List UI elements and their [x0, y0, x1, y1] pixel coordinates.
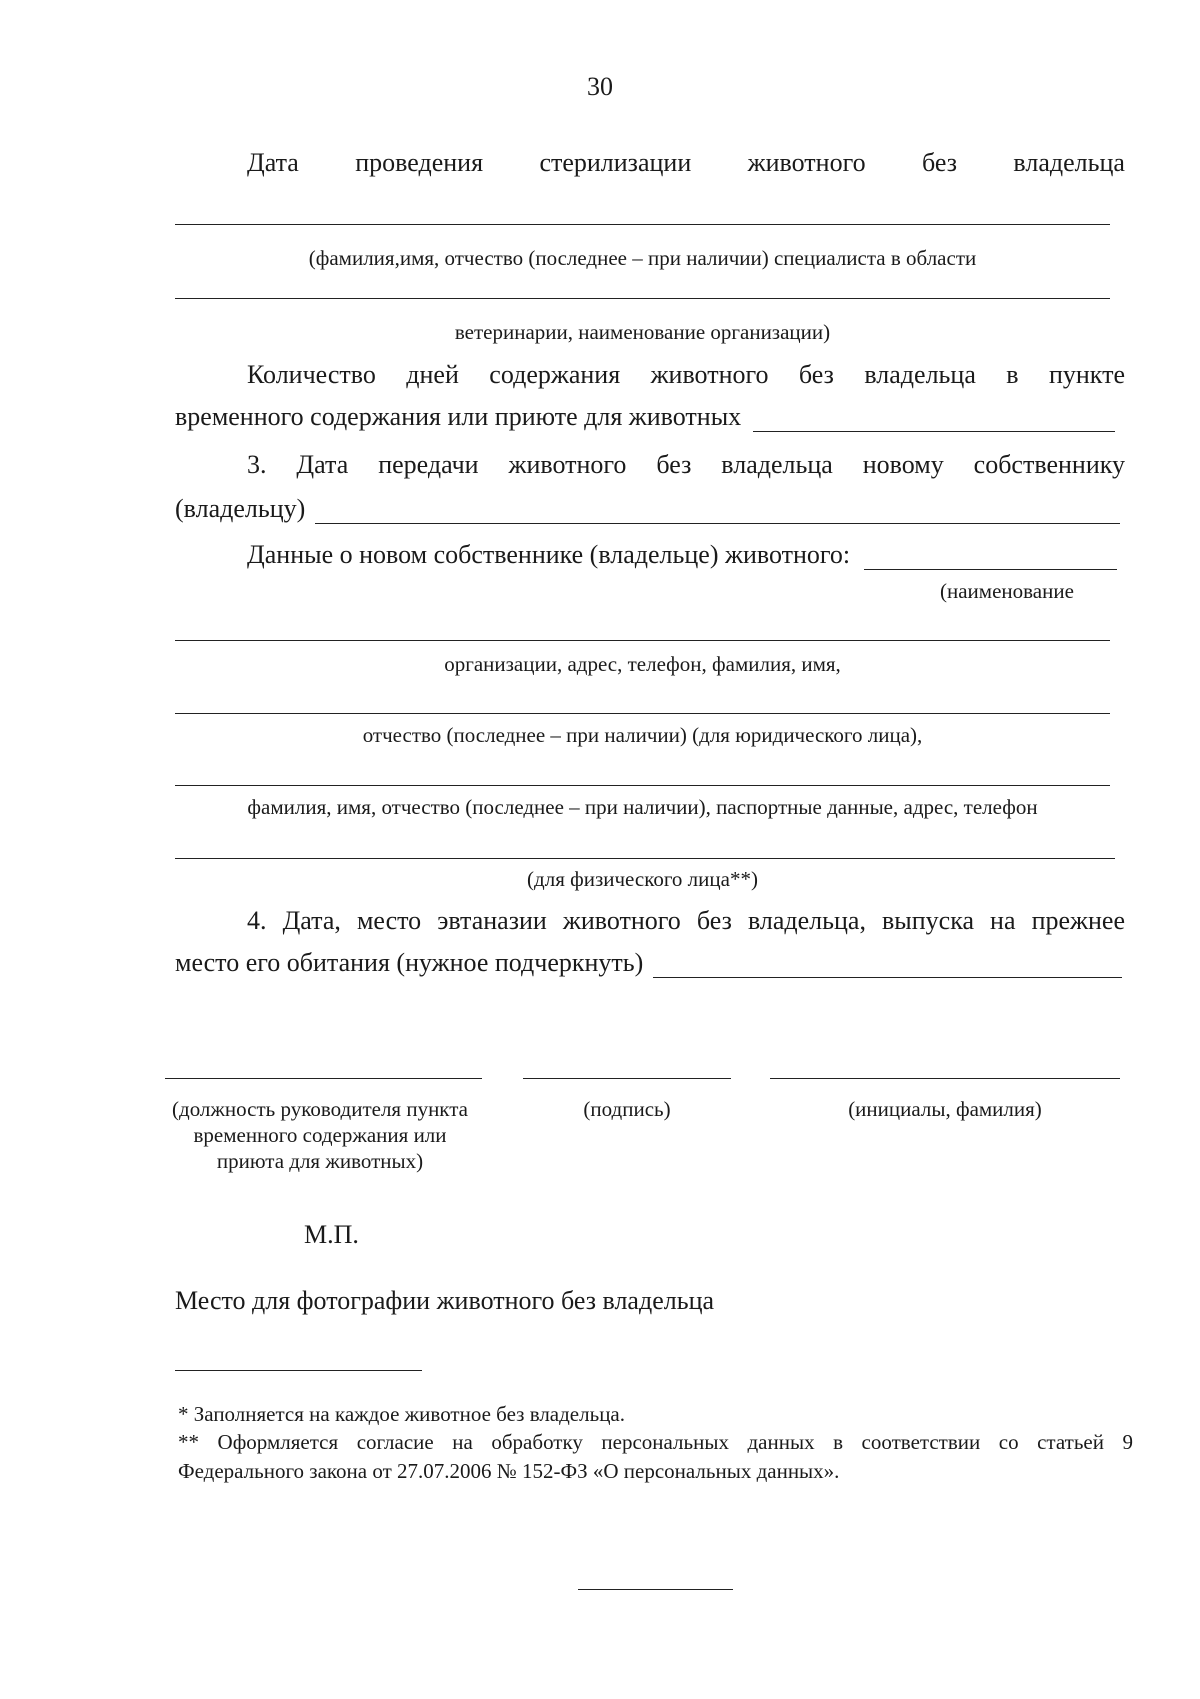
position-caption: (должность руководителя пункта временного содержания или приюта для животных)	[172, 1097, 468, 1173]
new-owner-address-field[interactable]	[175, 713, 1110, 714]
new-owner-row	[247, 540, 1117, 570]
new-owner-org-field[interactable]	[175, 640, 1110, 641]
new-owner-field[interactable]	[864, 543, 1117, 570]
word: стерилизации	[539, 148, 692, 177]
euthanasia-row	[175, 948, 1122, 978]
signature-field[interactable]	[523, 1078, 731, 1079]
new-owner-caption-5: (для физического лица**)	[527, 867, 758, 891]
new-owner-caption-3: отчество (последнее – при наличии) (для юридического лица),	[362, 723, 923, 747]
page-number: 30	[587, 72, 613, 101]
specialist-caption-1: (фамилия,имя, отчество (последнее – при наличии) специалиста в области	[308, 246, 977, 270]
new-owner-caption-2: организации, адрес, телефон, фамилия, имя,	[444, 652, 841, 676]
footnote-2-line-1: ** Оформляется согласие на обработку персональных данных в соответствии со статьей 9	[178, 1430, 1133, 1454]
specialist-caption-2: ветеринарии, наименование организации)	[454, 320, 831, 344]
days-kept-field[interactable]	[753, 405, 1115, 432]
transfer-date-field[interactable]	[315, 497, 1120, 524]
transfer-line-2: (владельцу)	[175, 494, 306, 523]
days-kept-line-1: Количество дней содержания животного без владельца в пункте	[247, 360, 1125, 389]
word: проведения	[355, 148, 484, 177]
word: владельца	[1013, 148, 1125, 177]
days-kept-row	[175, 402, 1115, 432]
name-caption: (инициалы, фамилия)	[848, 1097, 1042, 1121]
signature-caption: (подпись)	[583, 1097, 671, 1121]
sterilization-date-field[interactable]	[175, 224, 1110, 225]
new-owner-physical-field[interactable]	[175, 858, 1115, 859]
word: без	[922, 148, 958, 177]
new-owner-label: Данные о новом собственнике (владельце) животного:	[247, 540, 851, 569]
sterilization-date-label	[247, 148, 1125, 178]
footnote-separator	[175, 1370, 422, 1371]
position-field[interactable]	[165, 1078, 482, 1079]
word: Дата	[247, 148, 299, 177]
days-kept-line-2: временного содержания или приюте для животных	[175, 402, 742, 431]
euthanasia-field[interactable]	[653, 951, 1122, 978]
euthanasia-line-2: место его обитания (нужное подчеркнуть)	[175, 948, 644, 977]
photo-place-label: Место для фотографии животного без владельца	[175, 1286, 715, 1315]
name-field[interactable]	[770, 1078, 1120, 1079]
transfer-line-1: 3. Дата передачи животного без владельца новому собственнику	[247, 450, 1125, 479]
transfer-row	[175, 494, 1120, 524]
word: животного	[747, 148, 866, 177]
end-mark	[578, 1589, 733, 1590]
euthanasia-line-1: 4. Дата, место эвтаназии животного без владельца, выпуска на прежнее	[247, 906, 1125, 935]
new-owner-caption-1: (наименование	[940, 579, 1074, 603]
footnote-2-line-2: Федерального закона от 27.07.2006 № 152-ФЗ «О персональных данных».	[178, 1459, 840, 1483]
specialist-field[interactable]	[175, 298, 1110, 299]
new-owner-caption-4: фамилия, имя, отчество (последнее – при наличии), паспортные данные, адрес, телефон	[247, 795, 1038, 819]
footnote-1: * Заполняется на каждое животное без владельца.	[178, 1402, 625, 1426]
stamp-mark: М.П.	[304, 1220, 359, 1249]
new-owner-legal-field[interactable]	[175, 785, 1110, 786]
